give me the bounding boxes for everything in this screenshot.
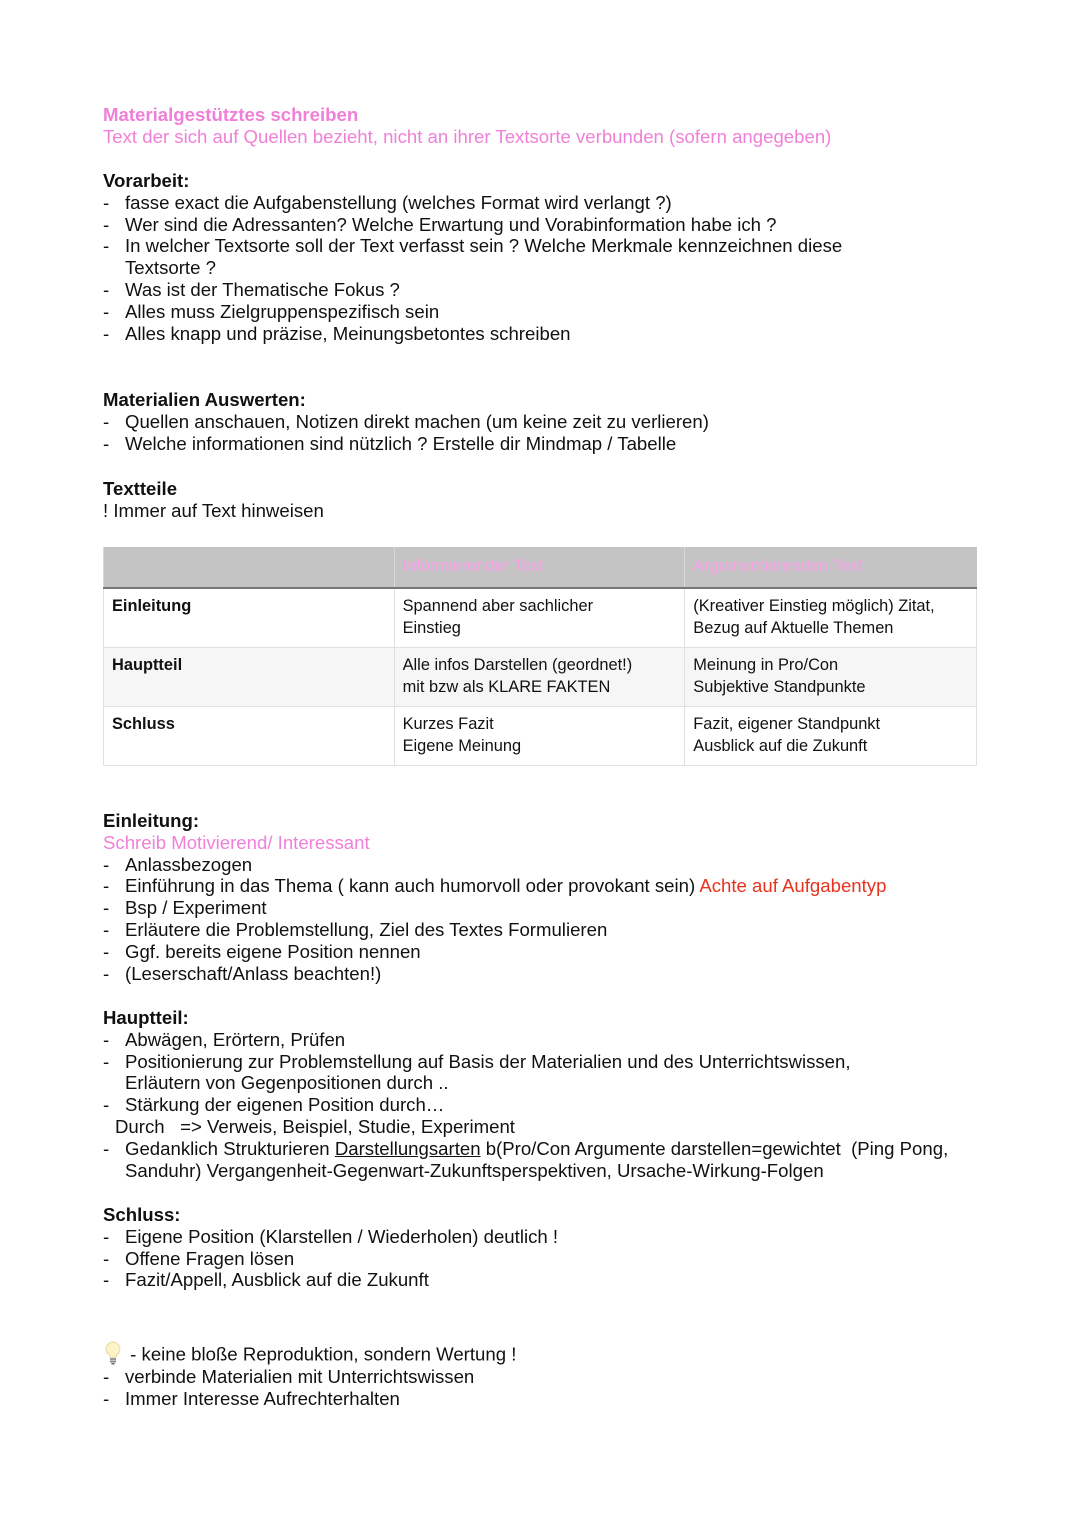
list-item: - In welcher Textsorte soll der Text verfasst sein ? Welche Merkmale kennzeichnen diese Textsorte ? <box>103 235 843 279</box>
cell-arg: Fazit, eigener Standpunkt Ausblick auf die Zukunft <box>685 707 977 766</box>
header <box>103 104 983 148</box>
darstellungsarten-link: Darstellungsarten <box>334 1137 481 1159</box>
list-item: - Offene Fragen lösen <box>103 1247 295 1269</box>
list-item: - Bsp / Experiment <box>103 897 267 919</box>
list-item: - Wer sind die Adressanten? Welche Erwartung und Vorabinformation habe ich ? <box>103 213 777 235</box>
page-title: Materialgestütztes schreiben <box>103 104 359 125</box>
section-textteile <box>103 478 983 522</box>
page-subtitle: Text der sich auf Quellen bezieht, nicht an ihrer Textsorte verbunden (sofern angegeben) <box>103 125 832 147</box>
table-header-row <box>104 547 977 588</box>
section-schluss <box>103 1204 983 1291</box>
table-row <box>104 707 977 766</box>
list-item: - Erläutere die Problemstellung, Ziel des Textes Formulieren <box>103 918 608 940</box>
section-heading: Hauptteil: <box>103 1007 189 1028</box>
row-label: Hauptteil <box>104 648 395 707</box>
list-item: - Was ist der Thematische Fokus ? <box>103 278 400 300</box>
table-header: Argumentierenden Text <box>685 547 977 588</box>
list-item: - (Leserschaft/Anlass beachten!) <box>103 962 382 984</box>
row-label: Einleitung <box>104 588 395 648</box>
durch-line: Durch => Verweis, Beispiel, Studie, Experiment <box>115 1115 515 1137</box>
row-label: Schluss <box>104 707 395 766</box>
list-item: - Gedanklich Strukturieren Darstellungsarten b(Pro/Con Argumente darstellen=gewichtet (Ping Pong, Sanduhr) Vergangenheit-Gegenwart-Zukunftsperspektiven, Ursache-Wirkung-Folgen <box>103 1137 954 1181</box>
table-row <box>104 588 977 648</box>
list-item: - Welche informationen sind nützlich ? Erstelle dir Mindmap / Tabelle <box>103 432 677 454</box>
section-subheading: Schreib Motivierend/ Interessant <box>103 831 370 853</box>
section-heading: Textteile <box>103 478 178 499</box>
list-item: - Fazit/Appell, Ausblick auf die Zukunft <box>103 1269 429 1291</box>
list-item: - Stärkung der eigenen Position durch… <box>103 1094 445 1116</box>
section-hauptteil <box>103 1007 973 1181</box>
section-heading: Einleitung: <box>103 810 200 831</box>
list-item: - fasse exact die Aufgabenstellung (welches Format wird verlangt ?) <box>103 191 672 213</box>
section-heading: Schluss: <box>103 1204 181 1225</box>
list-item: - Anlassbezogen <box>103 853 253 875</box>
list-item: - Einführung in das Thema ( kann auch humorvoll oder provokant sein) Achte auf Aufgabentyp <box>103 875 887 897</box>
note: ! Immer auf Text hinweisen <box>103 499 324 521</box>
tip-first: - keine bloße Reproduktion, sondern Wertung ! <box>103 1340 983 1366</box>
section-vorarbeit <box>103 170 903 344</box>
list-item: - Positionierung zur Problemstellung auf Basis der Materialien und des Unterrichtswissen, Erläutern von Gegenpositionen durch .. <box>103 1050 851 1094</box>
list-item: - Ggf. bereits eigene Position nennen <box>103 940 421 962</box>
cell-arg: (Kreativer Einstieg möglich) Zitat, Bezug auf Aktuelle Themen <box>685 588 977 648</box>
list-item: - Quellen anschauen, Notizen direkt machen (um keine zeit zu verlieren) <box>103 410 709 432</box>
highlight-note: Achte auf Aufgabentyp <box>699 875 887 897</box>
list-item: - Alles knapp und präzise, Meinungsbetontes schreiben <box>103 322 571 344</box>
cell-info: Kurzes Fazit Eigene Meinung <box>394 707 685 766</box>
section-heading: Vorarbeit: <box>103 170 190 191</box>
list-item: - Eigene Position (Klarstellen / Wiederholen) deutlich ! <box>103 1225 559 1247</box>
section-tips <box>103 1340 983 1410</box>
table-header: Informierender Text <box>394 547 685 588</box>
list-item: - Alles muss Zielgruppenspezifisch sein <box>103 300 440 322</box>
cell-info: Spannend aber sachlicher Einstieg <box>394 588 685 648</box>
list-item: - Immer Interesse Aufrechterhalten <box>103 1387 400 1409</box>
section-heading: Materialien Auswerten: <box>103 389 306 410</box>
cell-arg: Meinung in Pro/Con Subjektive Standpunkte <box>685 648 977 707</box>
list-item: - verbinde Materialien mit Unterrichtswissen <box>103 1366 475 1387</box>
table-header <box>104 547 395 588</box>
section-materialien <box>103 389 983 454</box>
cell-info: Alle infos Darstellen (geordnet!) mit bzw als KLARE FAKTEN <box>394 648 685 707</box>
textteile-table <box>103 547 977 766</box>
section-einleitung <box>103 810 983 984</box>
table-row <box>104 648 977 707</box>
list-item: - Abwägen, Erörtern, Prüfen <box>103 1028 346 1050</box>
